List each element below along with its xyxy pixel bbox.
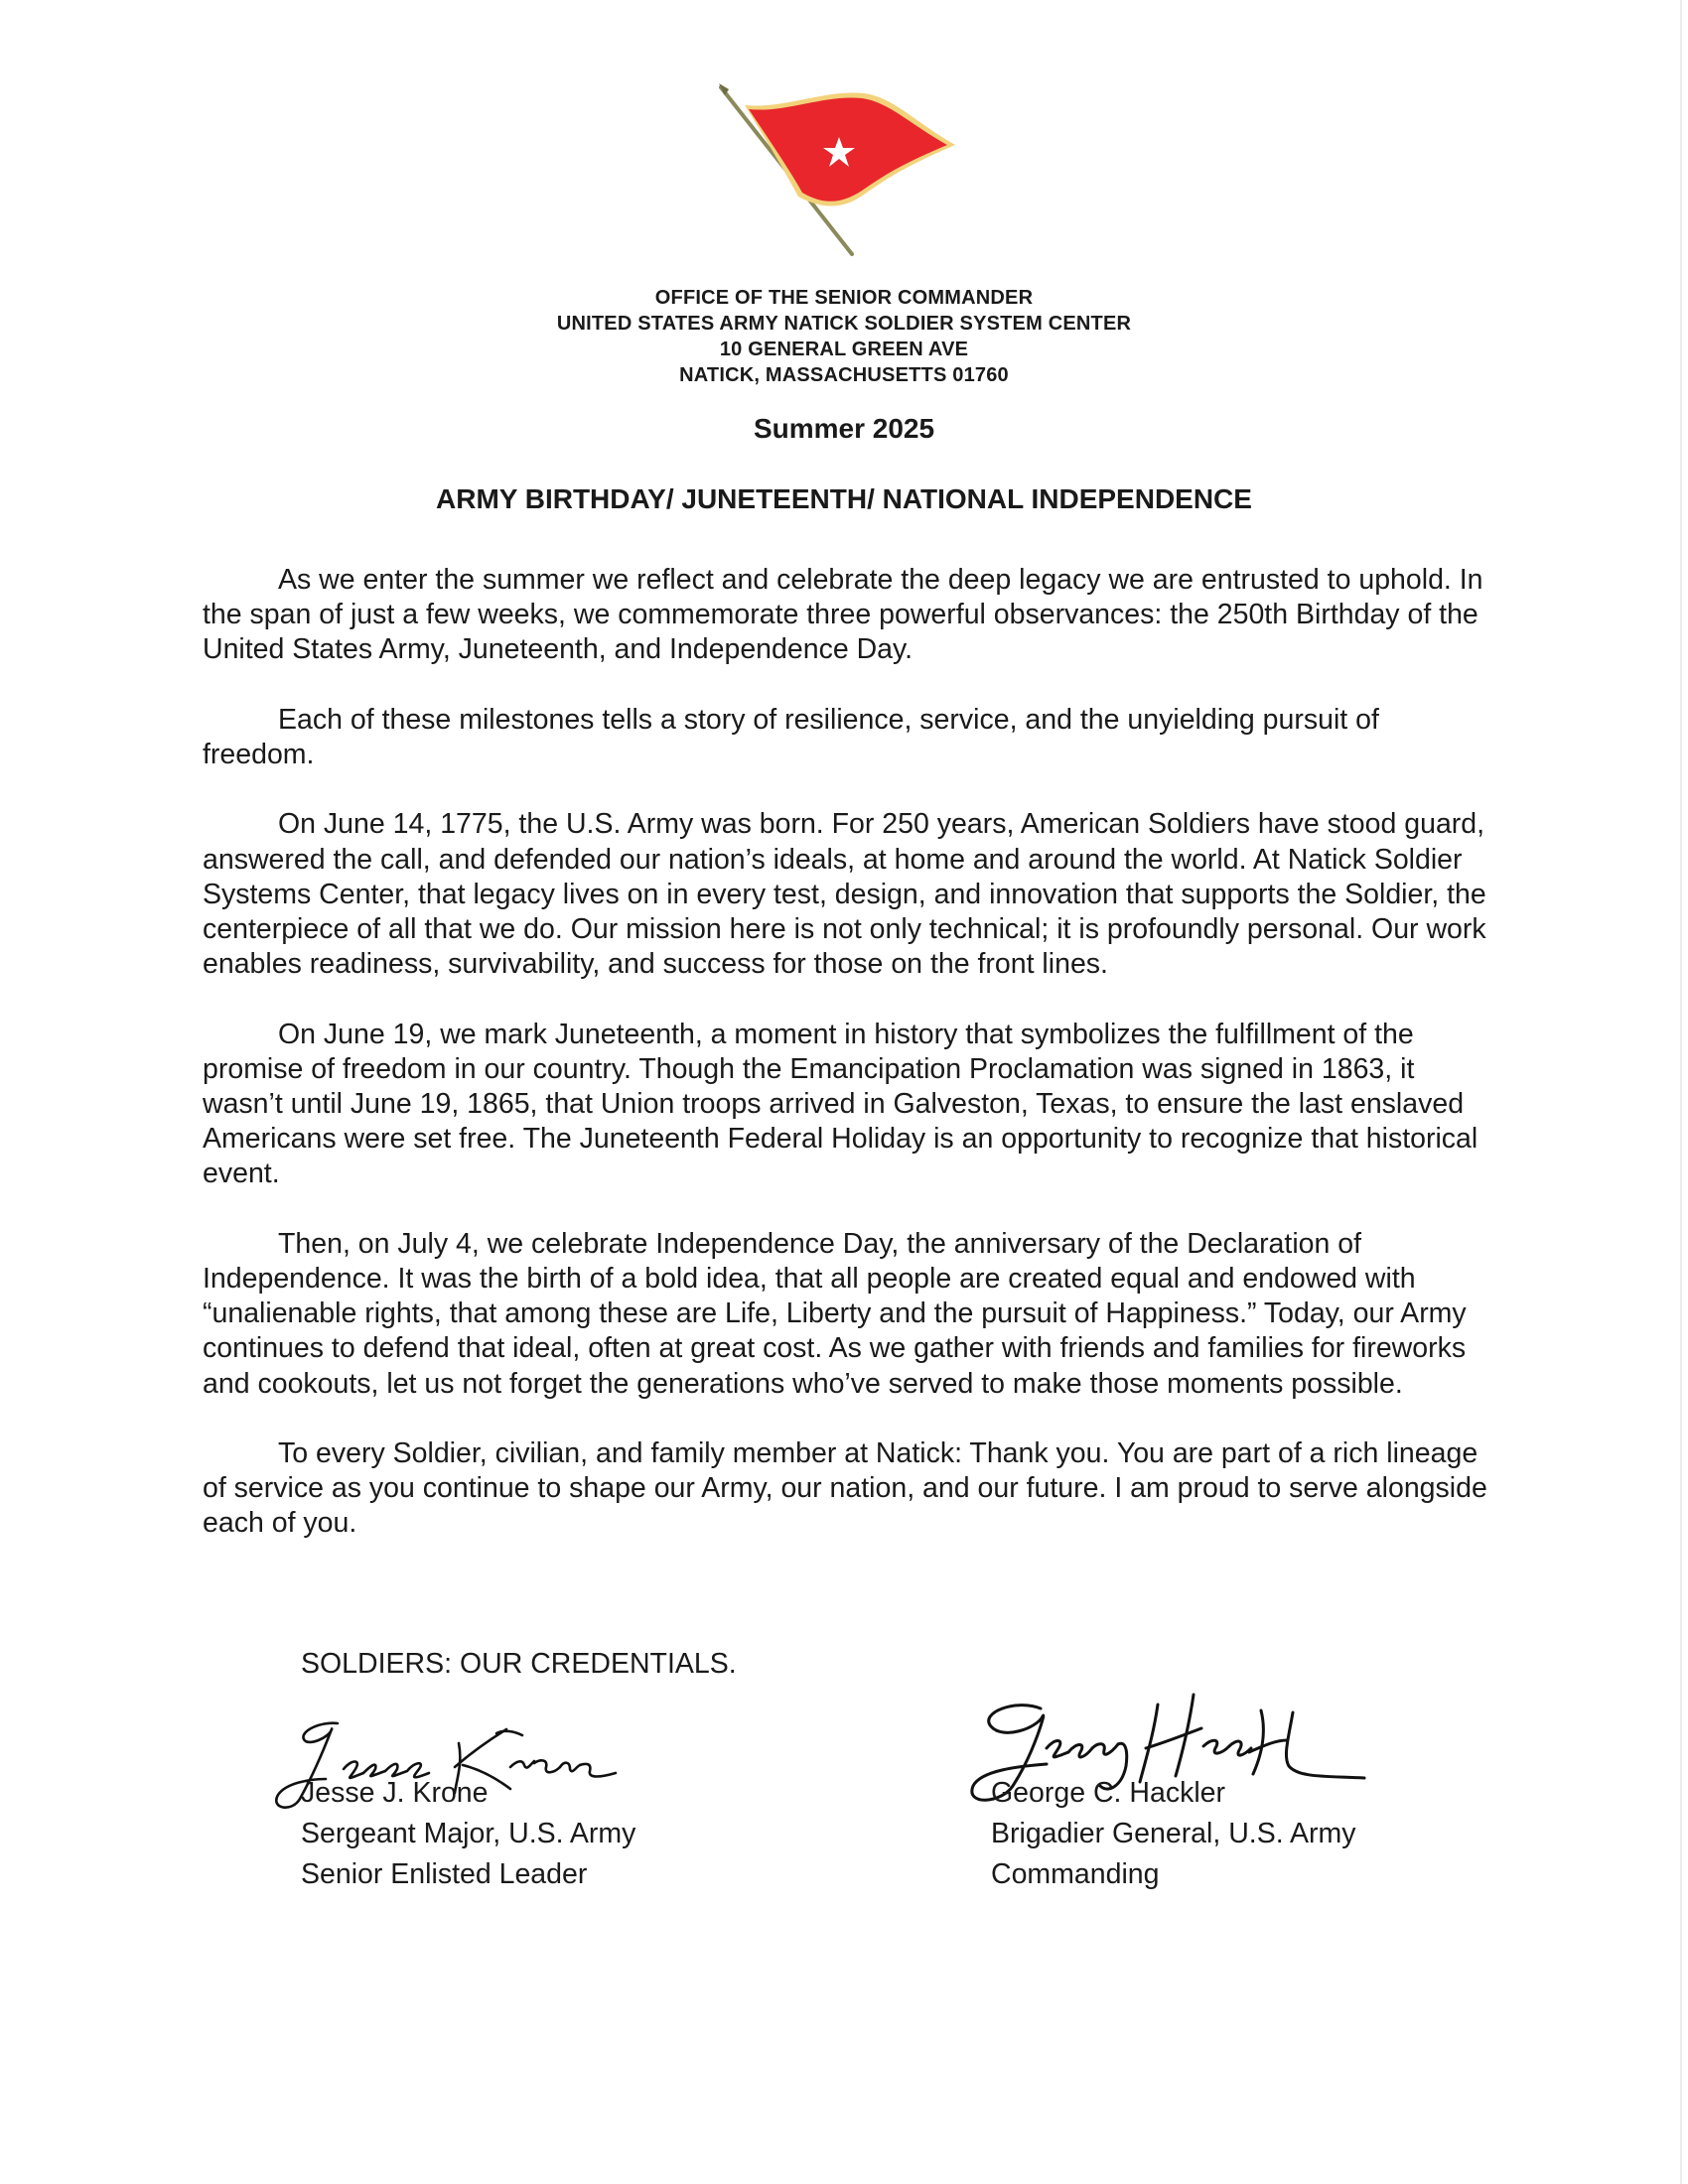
signature-block-right xyxy=(991,1773,1355,1895)
body-paragraph: On June 14, 1775, the U.S. Army was born. For 250 years, American Soldiers have stood guard, answered the call, and defended our nation’s ideals, at home and around the world. At Natick Soldier Systems Center, that legacy lives on in every test, design, and innovation that supports the Soldier, the centerpiece of all that we do. Our mission here is not only technical; it is profoundly personal. Our work enables readiness, survivability, and success for those on the front lines. xyxy=(203,808,1486,981)
letterhead-street: 10 GENERAL GREEN AVE xyxy=(719,339,969,360)
signer-title: Brigadier General, U.S. Army xyxy=(991,1818,1356,1849)
signer-role: Commanding xyxy=(991,1858,1160,1890)
letterhead-organization: UNITED STATES ARMY NATICK SOLDIER SYSTEM CENTER xyxy=(556,313,1132,335)
body-paragraph: Then, on July 4, we celebrate Independence Day, the anniversary of the Declaration of Independence. It was the birth of a bold idea, that all people are created equal and endowed with “unalienable rights, that among these are Life, Liberty and the pursuit of Happiness.” Today, our Army continues to defend that ideal, often at great cost. As we gather with friends and families for fireworks and cookouts, let us not forget the generations who’ve served to make those moments possible. xyxy=(203,1227,1467,1400)
signer-name: Jesse J. Krone xyxy=(301,1777,489,1809)
signer-name: George C. Hackler xyxy=(991,1777,1226,1809)
body-paragraph: Each of these milestones tells a story of resilience, service, and the unyielding pursuit of freedom. xyxy=(203,703,1379,770)
body-paragraph: On June 19, we mark Juneteenth, a moment in history that symbolizes the fulfillment of the promise of freedom in our country. Though the Emancipation Proclamation was signed in 1863, it wasn’t until June 19, 1865, that Union troops arrived in Galveston, Texas, to ensure the last enslaved Americans were set free. The Juneteenth Federal Holiday is an opportunity to recognize that historical event. xyxy=(203,1018,1478,1190)
letterhead-office: OFFICE OF THE SENIOR COMMANDER xyxy=(654,287,1034,309)
signer-role: Senior Enlisted Leader xyxy=(301,1858,588,1890)
letter-date: Summer 2025 xyxy=(753,413,935,444)
letterhead-city: NATICK, MASSACHUSETTS 01760 xyxy=(679,364,1009,386)
body-paragraph: As we enter the summer we reflect and celebrate the deep legacy we are entrusted to uphold. In the span of just a few weeks, we commemorate three powerful observances: the 250th Birthday of the United States Army, Juneteenth, and Independence Day. xyxy=(203,564,1483,666)
letterhead xyxy=(0,285,1688,388)
letter-body xyxy=(203,563,1493,1576)
body-paragraph: To every Soldier, civilian, and family member at Natick: Thank you. You are part of a rich lineage of service as you continue to shape our Army, our nation, and our future. I am proud to serve alongside each of you. xyxy=(203,1437,1487,1540)
signature-block-left xyxy=(301,1773,635,1895)
signer-title: Sergeant Major, U.S. Army xyxy=(301,1818,636,1849)
general-officer-flag-icon xyxy=(715,79,973,258)
letter-subject: ARMY BIRTHDAY/ JUNETEENTH/ NATIONAL INDEPENDENCE xyxy=(436,483,1252,514)
motto: SOLDIERS: OUR CREDENTIALS. xyxy=(301,1648,737,1680)
